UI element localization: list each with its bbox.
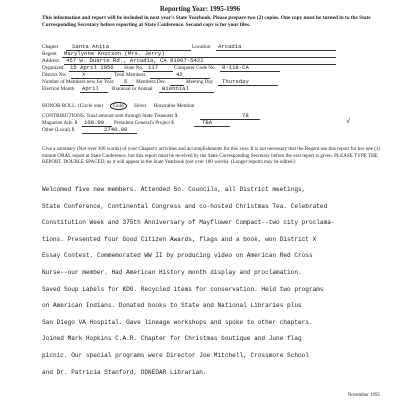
- organized-value: 15 April 1956: [70, 64, 114, 71]
- report-line: Constitution Week and 375th Anniversary of Mayflower Compact--two city proclama-: [42, 219, 335, 227]
- contrib-other-row: [42, 127, 292, 134]
- contrib-magazine-row: [42, 120, 292, 127]
- report-line: Joined Mark Hopkins C.A.R. Chapter for Christmas boutique and June flag: [42, 335, 302, 343]
- chapter-summary-report: [42, 182, 387, 381]
- report-line: Nurse--our member. Had American History month display and proclamation.: [42, 268, 302, 276]
- other-label: Other (Local) $: [42, 127, 75, 133]
- honor-option-silver: Silver: [133, 103, 147, 109]
- report-line: Saved Soup Labels for KDG. Recycled items for conservation. Held two programs: [42, 285, 324, 293]
- new-members-value: 5: [124, 78, 128, 85]
- state-no-label: State No.: [124, 65, 144, 71]
- address-value: 457 W. Duarte Rd., Arcadia, CA 91007-5422: [66, 57, 204, 64]
- presidents-project-label: President General's Project $: [114, 120, 174, 126]
- report-line: tions. Presented four Good Citizen Awards, flags and a book, won District X: [42, 235, 317, 243]
- total-members-value: 42: [176, 71, 183, 78]
- district-value: X: [82, 71, 86, 78]
- intro-instructions: This information and report will be included in next year's State Yearbook. Please prepare two (2) copies. One copy must be turned in to the State Corresponding Secretary before reporting at State Conference. Second copy is for your files.: [42, 15, 371, 28]
- district-row: [42, 72, 342, 79]
- report-line: and Dr. Patricia Stanford, DDNEDAR Librarian.: [42, 368, 207, 376]
- biannual-value: Biennial: [162, 85, 189, 92]
- meeting-day-label: Meeting Day: [186, 79, 214, 85]
- organized-row: [42, 65, 342, 72]
- meeting-day-value: Thursday: [222, 78, 249, 85]
- election-row: [42, 86, 342, 93]
- report-line: State Conference, Continental Congress and co-hosted Christmas Tea. Celebrated: [42, 202, 328, 210]
- honor-roll: [42, 103, 200, 109]
- location-value: Arcadia: [218, 43, 242, 50]
- regent-value: Marylynne Knutson (Mrs. Jerry): [64, 50, 165, 57]
- contributions: [42, 113, 292, 134]
- chapter-value: Santa Anita: [72, 43, 109, 50]
- location-label: Location: [192, 44, 211, 50]
- chapter-info-form: [42, 44, 342, 93]
- footer-date: November 1995: [347, 393, 380, 398]
- chapter-label: Chapter: [42, 44, 59, 50]
- new-members-label: Number of Members new for Year: [42, 79, 114, 85]
- contrib-total-label: CONTRIBUTIONS: Total amount sent through State Treasurer $: [42, 113, 178, 119]
- computer-code-value: 8-118-CA: [222, 64, 249, 71]
- reporting-year: Reporting Year: 1995-1996: [159, 5, 241, 13]
- contrib-total-value: 78: [242, 112, 249, 119]
- honor-option-honorable-mention: Honorable Mention: [153, 103, 195, 109]
- honor-option-gold: Gold: [110, 102, 126, 110]
- magazine-label: Magazine Adv. $: [42, 120, 78, 126]
- members-dec-label: Members Dec.: [136, 79, 167, 85]
- report-line: on American Indians. Donated books to State and National Libraries plus: [42, 302, 302, 310]
- magazine-value: 100.00: [84, 119, 105, 126]
- address-label: Address: [42, 58, 60, 64]
- summary-instructions: Give a summary (Not over 100 words) of your Chapter's activities and accomplishments for this year. It is not necessary that the Regent use this report for her one (1) minute ORAL report at State Conference, but this report must be received by the State Corresponding Secretary before the oral report is given. PLEASE TYPE THE REPORT. DOUBLE SPACED, as it will appear in the State Yearbook (not over 100 words). (Longer reports may be edited.): [42, 146, 381, 166]
- election-month-value: April: [82, 85, 99, 92]
- report-line: Essay Contest. Commemorated WW II by producing video on American Red Cross: [42, 252, 313, 260]
- presidents-project-value: TBA: [202, 119, 213, 126]
- honor-roll-label: HONOR ROLL: (Circle one): [42, 103, 103, 109]
- check-mark: √: [346, 118, 351, 126]
- computer-code-label: Computer Code No.: [174, 65, 216, 71]
- report-line: picnic. Our special programs were Director Joe Mitchell, Crossmore School: [42, 351, 309, 359]
- district-label: District No.: [42, 72, 67, 78]
- total-members-label: Total Members: [114, 72, 146, 78]
- biannual-label: Biannual or Annual: [112, 86, 153, 92]
- election-month-label: Election Month: [42, 86, 75, 92]
- state-no-value: 117: [148, 64, 159, 71]
- regent-label: Regent: [42, 51, 57, 57]
- report-line: Welcomed five new members. Attended So. Councils, all District meetings,: [42, 186, 306, 193]
- organized-label: Organized: [42, 65, 64, 71]
- other-value: 2740.00: [104, 126, 128, 133]
- report-line: San Diego VA Hospital. Gave lineage workshops and spoke to other chapters.: [42, 318, 313, 326]
- contrib-total-row: [42, 113, 292, 120]
